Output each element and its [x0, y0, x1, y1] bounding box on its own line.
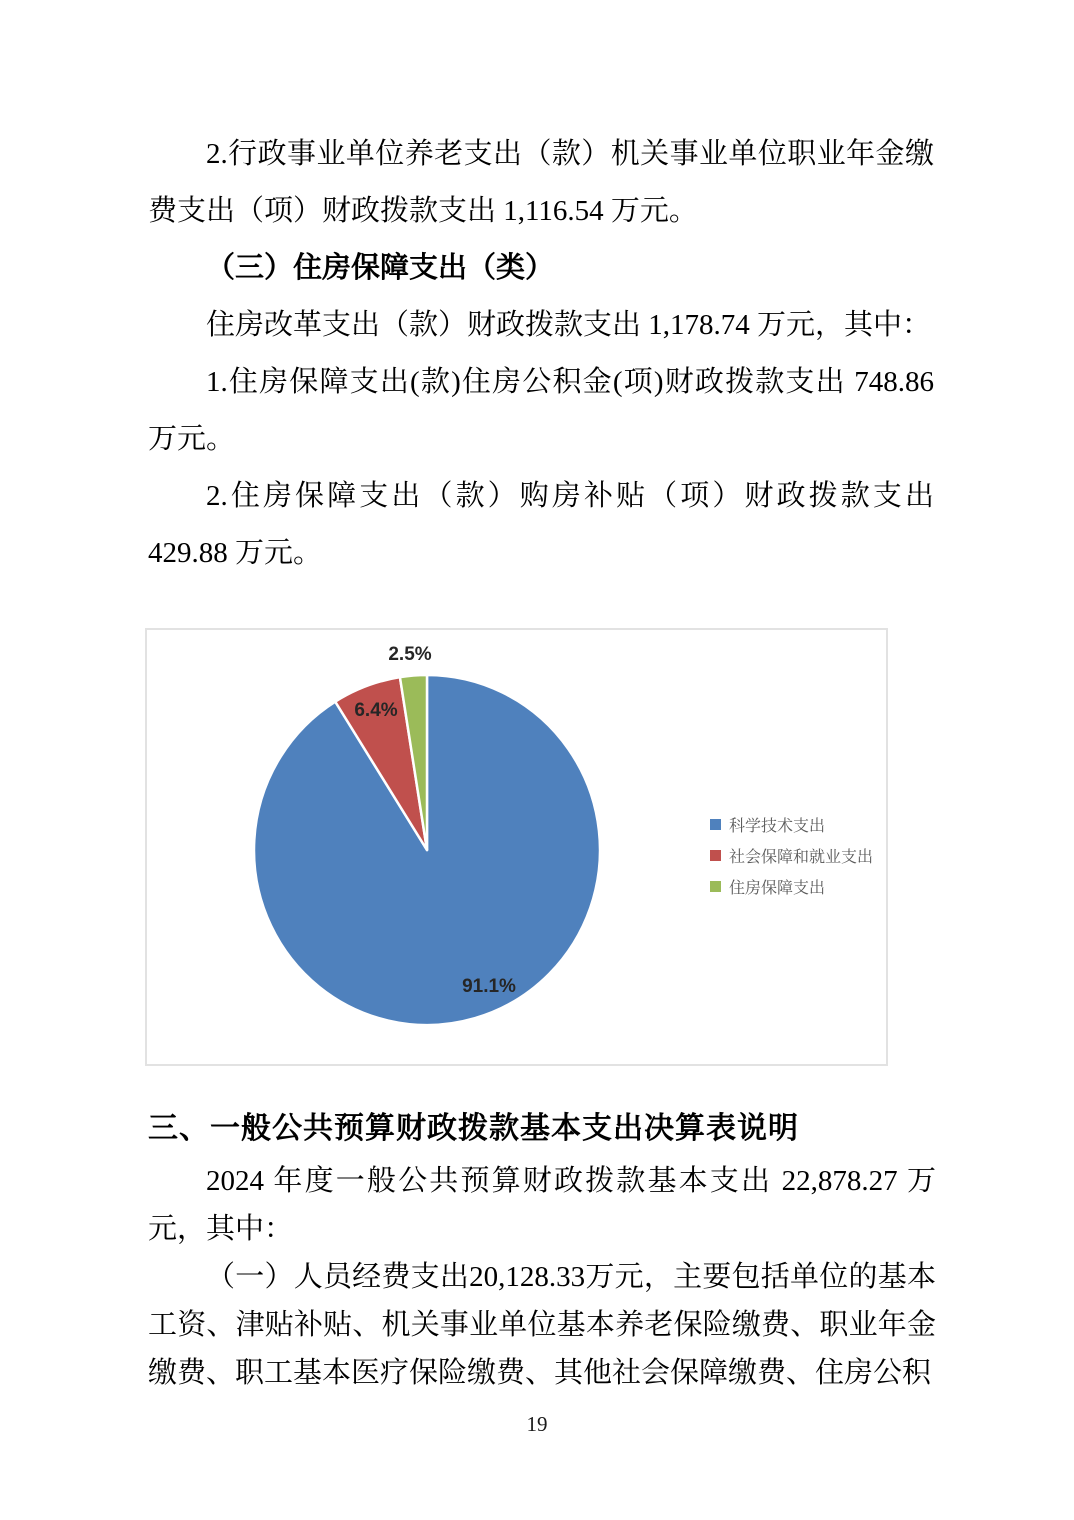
legend-swatch-green-icon — [710, 881, 721, 892]
housing-section-heading: （三）住房保障支出（类） — [206, 252, 555, 284]
pie-label-social-security: 6.4% — [354, 700, 398, 721]
housing-item2-paragraph: 2.住房保障支出（款）购房补贴（项）财政拨款支出 429.88 万元。 — [148, 480, 934, 569]
pie-label-housing: 2.5% — [388, 644, 432, 665]
legend-label: 住房保障支出 — [729, 880, 826, 897]
legend-label: 社会保障和就业支出 — [729, 849, 874, 866]
legend-item-housing — [710, 875, 873, 898]
housing-item1-paragraph: 1.住房保障支出(款)住房公积金(项)财政拨款支出 748.86 万元。 — [148, 366, 934, 455]
lower-text-block — [148, 1157, 936, 1397]
basic-expense-section-heading: 三、一般公共预算财政拨款基本支出决算表说明 — [148, 1112, 799, 1145]
legend-swatch-blue-icon — [710, 819, 721, 830]
pension-paragraph: 2.行政事业单位养老支出（款）机关事业单位职业年金缴费支出（项）财政拨款支出 1,116.54 万元。 — [148, 138, 934, 227]
legend-item-social-security — [710, 844, 873, 867]
legend-label: 科学技术支出 — [729, 818, 826, 835]
housing-intro-paragraph: 住房改革支出（款）财政拨款支出 1,178.74 万元，其中： — [206, 309, 932, 341]
expenditure-pie-chart — [145, 628, 888, 1066]
basic-expense-intro-paragraph: 2024 年度一般公共预算财政拨款基本支出 22,878.27 万元，其中： — [148, 1165, 936, 1245]
legend-swatch-red-icon — [710, 850, 721, 861]
legend-item-science-technology — [710, 813, 873, 836]
upper-text-block — [148, 126, 934, 582]
chart-legend — [710, 813, 873, 898]
personnel-expense-paragraph: （一）人员经费支出20,128.33万元，主要包括单位的基本工资、津贴补贴、机关事业单位基本养老保险缴费、职业年金缴费、职工基本医疗保险缴费、其他社会保障缴费、住房公积 — [148, 1261, 936, 1389]
pie-label-science-technology: 91.1% — [462, 976, 516, 997]
page-number: 19 — [526, 1412, 548, 1436]
